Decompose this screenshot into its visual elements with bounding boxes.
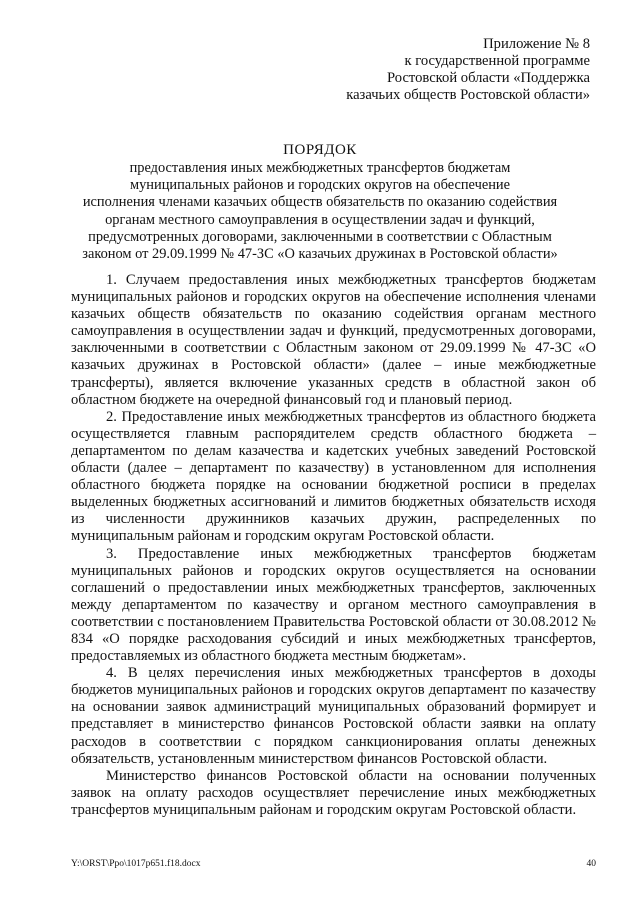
paragraph-1: 1. Случаем предоставления иных межбюджетных трансфертов бюджетам муниципальных районов и городских округов на обеспечение исполнения членами казачьих обществ обязательств по оказанию содействия органам местного самоуправления в осуществлении задач и функций, предусмотренных договорами, заключенными в соответствии с Областным законом от 29.09.1999 № 47-ЗС «О казачьих дружинах в Ростовской области» (далее – иные межбюджетные трансферты), является включение указанных средств в областной закон об областном бюджете на очередной финансовый год и плановый период. [71, 272, 596, 408]
footer-page-number: 40 [586, 859, 596, 869]
annex-line: Ростовской области «Поддержка [387, 70, 590, 86]
subtitle-line: муниципальных районов и городских округов на обеспечение [129, 177, 511, 194]
subtitle-line: законом от 29.09.1999 № 47-ЗС «О казачьих дружинах в Ростовской области» [82, 246, 558, 263]
document-subtitle [60, 160, 580, 263]
subtitle-line: исполнения членами казачьих обществ обязательств по оказанию содействия [82, 194, 558, 211]
paragraph-3: 3. Предоставление иных межбюджетных трансфертов бюджетам муниципальных районов и городских округов осуществляется на основании соглашений о предоставлении иных межбюджетных трансфертов, заключенных между департаментом по казачеству и органом местного самоуправления в соответствии с постановлением Правительства Ростовской области от 30.08.2012 № 834 «О порядке расходования субсидий и иных межбюджетных трансфертов, предоставляемых из областного бюджета местным бюджетам». [71, 545, 596, 665]
document-title: ПОРЯДОК [283, 142, 357, 158]
annex-line: Приложение № 8 [483, 36, 590, 52]
subtitle-line: предусмотренных договорами, заключенными в соответствии с Областным [88, 228, 552, 245]
annex-header [330, 36, 590, 104]
paragraph-5: Министерство финансов Ростовской области на основании полученных заявок на оплату расходов осуществляет перечисление иных межбюджетных трансфертов муниципальным районам и городским округам Ростовской области. [71, 767, 596, 818]
paragraph-4: 4. В целях перечисления иных межбюджетных трансфертов в доходы бюджетов муниципальных районов и городских округов департамент по казачеству на основании заявок администраций муниципальных образований формирует и представляет в министерство финансов Ростовской области заявки на оплату расходов в соответствии с порядком санкционирования оплаты денежных обязательств, установленным министерством финансов Ростовской области. [71, 665, 596, 767]
footer-file-path: Y:\ORST\Ppo\1017p651.f18.docx [71, 859, 201, 869]
annex-line: к государственной программе [404, 53, 590, 69]
document-body [71, 272, 596, 819]
paragraph-2: 2. Предоставление иных межбюджетных трансфертов из областного бюджета осуществляется главным распорядителем средств областного бюджета – департаментом по делам казачества и кадетских учебных заведений Ростовской области (далее – департамент по казачеству) в установленном для исполнения областного бюджета порядке на основании бюджетной росписи в пределах выделенных бюджетных ассигнований и лимитов бюджетных обязательств исходя из численности дружинников казачьих дружин, распределенных по муниципальным районам и городским округам Ростовской области. [71, 408, 596, 545]
subtitle-line: органам местного самоуправления в осуществлении задач и функций, [105, 211, 535, 228]
subtitle-line: предоставления иных межбюджетных трансфертов бюджетам [129, 160, 511, 176]
annex-line: казачьих обществ Ростовской области» [346, 87, 590, 103]
document-heading [60, 140, 580, 263]
